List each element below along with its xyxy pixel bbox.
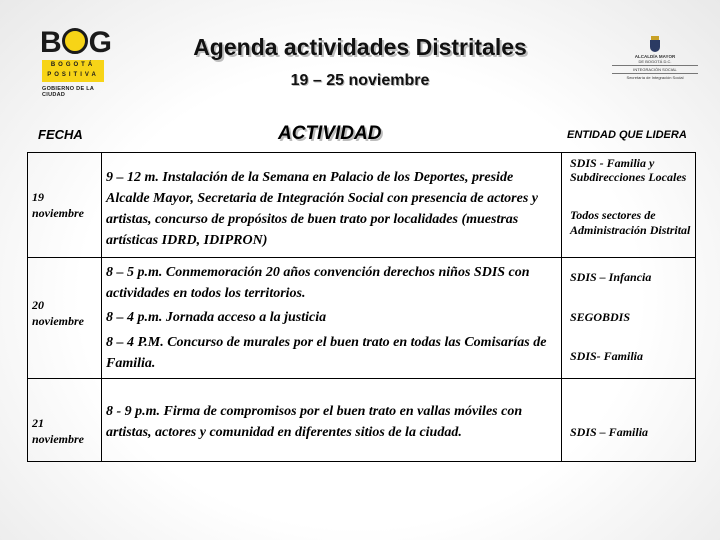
date-month: noviembre [32,432,84,446]
table-row-activity: 8 – 4 P.M. Concurso de murales por el buen trato en todas las Comisarías de Familia. [106,335,547,371]
table-row-entity: SDIS- Familia [570,349,644,363]
logo-line-gobierno: GOBIERNO DE LA CIUDAD [42,86,94,98]
table-row-entity: SDIS - Familia y Subdirecciones Locales [570,156,687,184]
date-day: 19 [32,190,44,204]
table-row-entity: SEGOBDIS [570,310,631,324]
table-row-activity: 8 - 9 p.m. Firma de compromisos por el buen trato en vallas móviles con artistas, actores y comunidad en diferentes sitios de la ciudad. [106,404,523,440]
column-divider [561,153,562,461]
column-divider [101,153,102,461]
date-month: noviembre [32,206,84,220]
row-divider [28,257,695,258]
date-day: 21 [32,416,44,430]
alcaldia-logo [610,36,700,82]
page-subtitle: 19 – 25 noviembre [290,72,430,89]
page-title: Agenda actividades Distritales [193,34,527,60]
column-header-entidad: ENTIDAD QUE LIDERA [567,129,687,141]
date-day: 20 [32,298,44,312]
crest-icon [647,36,663,54]
column-header-actividad: ACTIVIDAD [278,123,382,144]
table-row-activity: 8 – 5 p.m. Conmemoración 20 años convención derechos niños SDIS con actividades en todos los territorios. [106,265,530,301]
table-row-activity: 8 – 4 p.m. Jornada acceso a la justicia [106,310,327,325]
alcaldia-line-2: DE BOGOTÁ D.C. [638,59,672,64]
alcaldia-line-1: ALCALDÍA MAYOR [634,54,676,59]
row-divider [28,378,695,379]
table-row-entity: Todos sectores de Administración Distrital [570,208,691,237]
table-row-date [32,297,84,329]
bogota-positiva-logo [40,26,112,98]
table-row-entity: SDIS – Familia [570,425,649,439]
date-month: noviembre [32,314,84,328]
alcaldia-line-3: INTEGRACIÓN SOCIAL [633,67,677,72]
logo-line-bogota: BOGOTÁ [50,62,96,68]
logo-line-positiva: POSITIVA [47,72,99,78]
table-row-activity: 9 – 12 m. Instalación de la Semana en Palacio de los Deportes, preside Alcalde Mayor, Secretaria de Integración Social con presencia de actores y artistas, concurso de propósitos de buen trato por localidades (muestras artísticas IDRD, IDIPRON) [106,170,539,248]
agenda-table [27,152,696,462]
table-row-date [32,415,84,447]
column-header-fecha: FECHA [38,127,83,142]
bog-logo-word: B G [40,26,112,59]
table-row-date [32,189,84,221]
alcaldia-line-4: Secretaría de Integración Social [626,75,684,80]
table-row-entity: SDIS – Infancia [570,270,652,284]
